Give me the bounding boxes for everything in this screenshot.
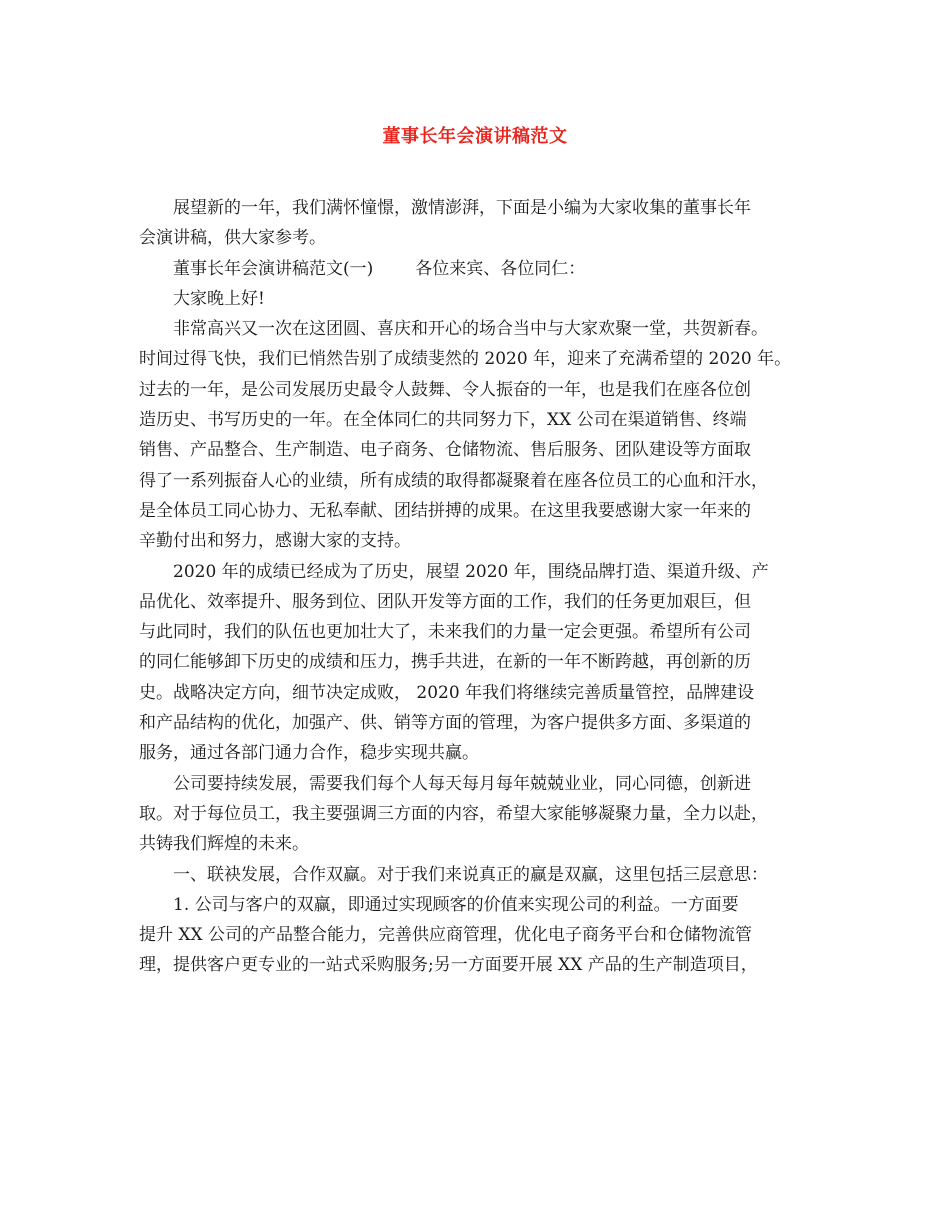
text-line	[139, 254, 829, 284]
paragraph-point-one	[139, 860, 829, 890]
section-heading: 董事长年会演讲稿范文(一)	[173, 258, 374, 279]
text-line: 共铸我们辉煌的未来。	[139, 834, 309, 855]
text-line: 提升 XX 公司的产品整合能力，完善供应商管理，优化电子商务平台和仓储物流管	[139, 925, 753, 946]
paragraph-development	[139, 769, 829, 860]
text-line: 2020 年的成绩已经成为了历史，展望 2020 年，围绕品牌打造、渠道升级、产	[173, 561, 769, 582]
text-line: 大家晚上好!	[173, 288, 265, 309]
salutation: 各位来宾、各位同仁：	[415, 258, 586, 279]
paragraph-outlook	[139, 557, 829, 769]
paragraph-review	[139, 314, 829, 556]
text-line: 辛勤付出和努力，感谢大家的支持。	[139, 531, 411, 552]
text-line: 理，提供客户更专业的一站式采购服务;另一方面要开展 XX 产品的生产制造项目，	[139, 955, 758, 976]
text-line: 与此同时，我们的队伍也更加壮大了，未来我们的力量一定会更强。希望所有公司	[139, 622, 751, 643]
text-line: 和产品结构的优化，加强产、供、销等方面的管理，为客户提供多方面、多渠道的	[139, 713, 751, 734]
text-line: 一、联袂发展，合作双赢。对于我们来说真正的赢是双赢，这里包括三层意思：	[173, 864, 768, 885]
text-line: 是全体员工同心协力、无私奉献、团结拼搏的成果。在这里我要感谢大家一年来的	[139, 500, 751, 521]
text-line: 会演讲稿，供大家参考。	[139, 228, 326, 249]
paragraph-item-1	[139, 890, 829, 981]
text-line: 品优化、效率提升、服务到位、团队开发等方面的工作，我们的任务更加艰巨，但	[139, 591, 751, 612]
document-body	[139, 193, 829, 981]
text-line: 造历史、书写历史的一年。在全体同仁的共同努力下，XX 公司在渠道销售、终端	[139, 410, 747, 431]
text-line: 史。战略决定方向，细节决定成败， 2020 年我们将继续完善质量管控，品牌建设	[139, 682, 755, 703]
paragraph-heading	[139, 254, 829, 284]
text-line: 服务，通过各部门通力合作，稳步实现共赢。	[139, 743, 479, 764]
paragraph-greeting	[139, 284, 829, 314]
paragraph-intro	[139, 193, 829, 254]
document-title: 董事长年会演讲稿范文	[382, 126, 568, 147]
text-line: 取。对于每位员工，我主要强调三方面的内容，希望大家能够凝聚力量，全力以赴，	[139, 803, 768, 824]
text-line: 展望新的一年，我们满怀憧憬，激情澎湃，下面是小编为大家收集的董事长年	[173, 198, 751, 218]
text-line: 销售、产品整合、生产制造、电子商务、仓储物流、售后服务、团队建设等方面取	[139, 440, 751, 461]
text-line: 1. 公司与客户的双赢，即通过实现顾客的价值来实现公司的利益。一方面要	[173, 894, 739, 915]
text-line: 的同仁能够卸下历史的成绩和压力，携手共进，在新的一年不断跨越，再创新的历	[139, 652, 751, 673]
text-line: 时间过得飞快，我们已悄然告别了成绩斐然的 2020 年，迎来了充满希望的 2020 年。	[139, 349, 792, 370]
text-line: 过去的一年，是公司发展历史最令人鼓舞、令人振奋的一年，也是我们在座各位创	[139, 379, 751, 400]
text-line: 得了一系列振奋人心的业绩，所有成绩的取得都凝聚着在座各位员工的心血和汗水，	[139, 470, 768, 491]
text-line: 公司要持续发展，需要我们每个人每天每月每年兢兢业业，同心同德，创新进	[173, 773, 751, 794]
text-line: 非常高兴又一次在这团圆、喜庆和开心的场合当中与大家欢聚一堂，共贺新春。	[173, 319, 768, 340]
